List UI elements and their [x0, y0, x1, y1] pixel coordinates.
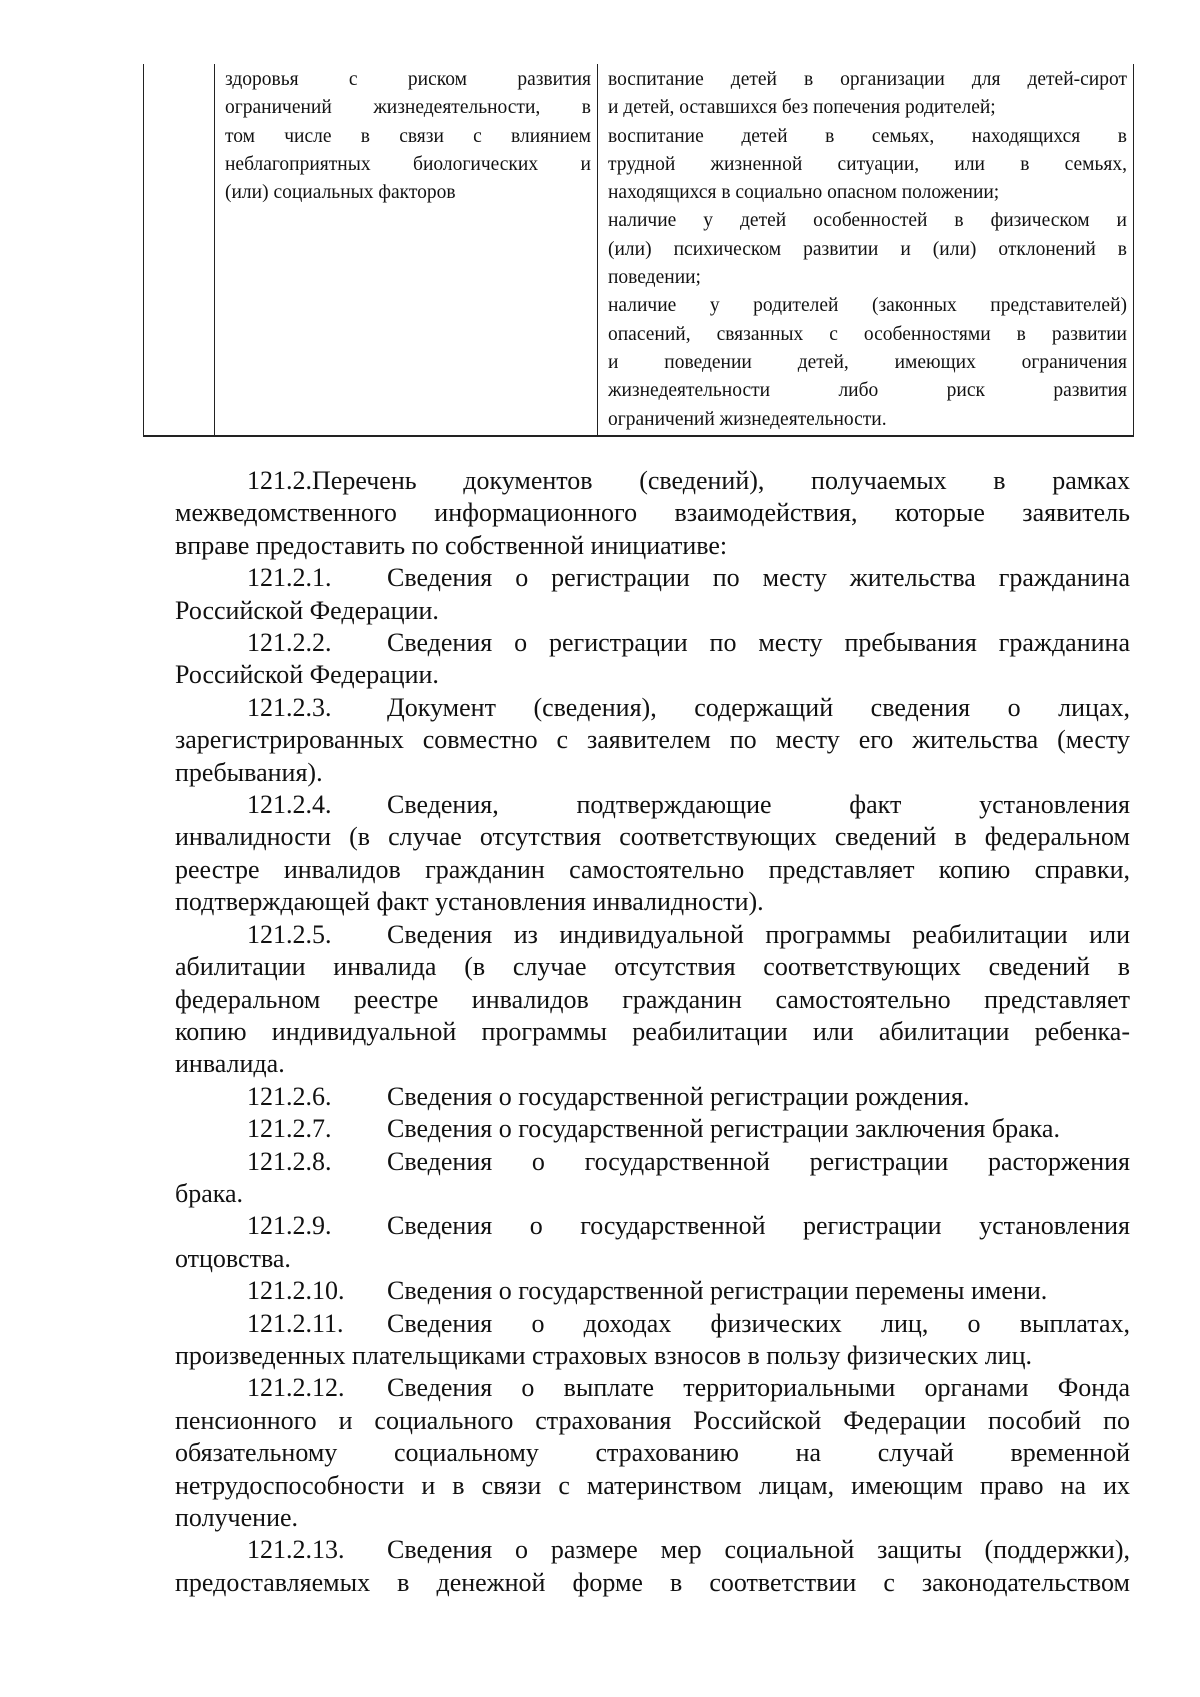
list-item — [175, 919, 1130, 1081]
right-cell-text — [598, 64, 1133, 435]
list-item — [175, 1113, 1130, 1145]
table-text-line: неблагоприятных биологических и — [225, 153, 591, 175]
paragraph-line: реестре инвалидов гражданин самостоятельно представляет копию справки, — [175, 854, 1130, 884]
item-text: Сведения о государственной регистрации установления — [387, 1211, 1130, 1241]
table-text-line: воспитание детей в организации для детей-сирот — [608, 69, 1127, 90]
paragraph-line: произведенных плательщиками страховых взносов в пользу физических лиц. — [175, 1340, 1032, 1370]
paragraph-line: предоставляемых в денежной форме в соответствии с законодательством — [175, 1567, 1130, 1597]
table-text-line: находящихся в социально опасном положении; — [608, 182, 1000, 204]
paragraph-line — [175, 919, 1130, 951]
table-text-line: и детей, оставшихся без попечения родителей; — [608, 97, 996, 119]
list-item — [175, 692, 1130, 789]
intro-paragraph — [175, 465, 1130, 562]
list-item — [175, 1081, 1130, 1113]
list-item — [175, 1146, 1130, 1211]
list-item — [175, 1308, 1130, 1373]
table-text-line: поведении; — [608, 267, 701, 289]
paragraph-line: брака. — [175, 1178, 244, 1208]
item-text: Сведения, подтверждающие факт установления — [387, 790, 1130, 820]
paragraph-line — [175, 1308, 1130, 1340]
list-item — [175, 1210, 1130, 1275]
item-number: 121.2.12. — [247, 1373, 345, 1403]
paragraph-line — [175, 1534, 1130, 1566]
item-number: 121.2.5. — [247, 919, 332, 949]
paragraph-line: вправе предоставить по собственной инициативе: — [175, 530, 728, 560]
paragraph-line — [175, 1210, 1130, 1242]
item-number: 121.2.3. — [247, 692, 332, 722]
paragraph-line: обязательному социальному страхованию на случай временной — [175, 1438, 1130, 1468]
paragraph-line — [175, 1081, 1130, 1113]
item-text: Сведения о государственной регистрации рождения. — [387, 1081, 970, 1111]
table-text-line: опасений, связанных с особенностями в развитии — [608, 323, 1127, 345]
paragraph-line: федеральном реестре инвалидов гражданин самостоятельно представляет — [175, 984, 1130, 1014]
item-text: Сведения о государственной регистрации расторжения — [387, 1146, 1130, 1176]
item-text: Сведения о доходах физических лиц, о выплатах, — [387, 1308, 1130, 1338]
paragraph-line: отцовства. — [175, 1243, 291, 1273]
paragraph-line: инвалида. — [175, 1049, 285, 1079]
table-text-line: воспитание детей в семьях, находящихся в — [608, 125, 1127, 147]
table-cell-number — [144, 64, 215, 436]
item-number: 121.2.7. — [247, 1114, 332, 1144]
paragraph-line: Российской Федерации. — [175, 660, 439, 690]
paragraph-line — [175, 562, 1130, 594]
table-text-line: (или) социальных факторов — [225, 182, 456, 204]
item-number: 121.2.6. — [247, 1081, 332, 1111]
item-text: Сведения о государственной регистрации заключения брака. — [387, 1114, 1060, 1144]
paragraph-line: пребывания). — [175, 757, 323, 787]
paragraph-line — [175, 789, 1130, 821]
table-text-line: трудной жизненной ситуации, или в семьях, — [608, 153, 1127, 175]
item-text: Сведения о государственной регистрации перемены имени. — [387, 1276, 1048, 1306]
item-number: 121.2.10. — [247, 1276, 345, 1306]
paragraph-line: межведомственного информационного взаимодействия, которые заявитель — [175, 498, 1130, 528]
item-text: Документ (сведения), содержащий сведения о лицах, — [387, 692, 1130, 722]
paragraph-line: копию индивидуальной программы реабилитации или абилитации ребенка- — [175, 1016, 1130, 1046]
paragraph-line: зарегистрированных совместно с заявителем по месту его жительства (месту — [175, 725, 1130, 755]
table-cell-middle — [215, 64, 598, 436]
list-item — [175, 627, 1130, 692]
item-text: Сведения о регистрации по месту пребывания гражданина — [387, 628, 1130, 658]
table-text-line: здоровья с риском развития — [225, 69, 591, 90]
paragraph-line: пенсионного и социального страхования Российской Федерации пособий по — [175, 1405, 1130, 1435]
paragraph-line: 121.2.Перечень документов (сведений), получаемых в рамках — [247, 466, 1130, 495]
paragraph-line — [175, 692, 1130, 724]
item-text: Сведения из индивидуальной программы реабилитации или — [387, 919, 1130, 949]
continuation-table — [143, 64, 1134, 437]
item-number: 121.2.1. — [247, 563, 332, 593]
list-item — [175, 1275, 1130, 1307]
paragraph-line — [175, 1113, 1130, 1145]
paragraph-line — [175, 1146, 1130, 1178]
list-item — [175, 1372, 1130, 1534]
paragraph-line: нетрудоспособности и в связи с материнством лицам, имеющим право на их — [175, 1470, 1130, 1500]
paragraph-line: Российской Федерации. — [175, 595, 439, 625]
item-number: 121.2.13. — [247, 1535, 345, 1565]
table-text-line: наличие у родителей (законных представителей) — [608, 295, 1127, 317]
item-text: Сведения о выплате территориальными органами Фонда — [387, 1373, 1130, 1403]
paragraph-line: получение. — [175, 1503, 299, 1532]
document-body — [175, 465, 1130, 1599]
item-number: 121.2.11. — [247, 1308, 344, 1338]
paragraph-line — [175, 1275, 1130, 1307]
middle-cell-text — [215, 64, 597, 208]
item-number: 121.2.9. — [247, 1211, 332, 1241]
item-number: 121.2.2. — [247, 628, 332, 658]
items-list — [175, 562, 1130, 1599]
item-text: Сведения о размере мер социальной защиты (поддержки), — [387, 1535, 1130, 1565]
item-number: 121.2.8. — [247, 1146, 332, 1176]
item-number: 121.2.4. — [247, 790, 332, 820]
list-item — [175, 562, 1130, 627]
table-text-line: том числе в связи с влиянием — [225, 125, 591, 147]
table-text-line: наличие у детей особенностей в физическом и — [608, 210, 1127, 232]
table-text-line: и поведении детей, имеющих ограничения — [608, 351, 1127, 373]
paragraph-line: подтверждающей факт установления инвалидности). — [175, 887, 764, 917]
paragraph-line — [175, 627, 1130, 659]
table-text-line: ограничений жизнедеятельности. — [608, 408, 887, 430]
table-text-line: ограничений жизнедеятельности, в — [225, 97, 591, 119]
paragraph-line: инвалидности (в случае отсутствия соответствующих сведений в федеральном — [175, 822, 1130, 852]
list-item — [175, 1534, 1130, 1599]
table-text-line: жизнедеятельности либо риск развития — [608, 380, 1127, 402]
paragraph-line — [175, 1372, 1130, 1404]
list-item — [175, 789, 1130, 919]
table-cell-right — [598, 64, 1134, 436]
table-row — [144, 64, 1134, 436]
table-text-line: (или) психическом развитии и (или) отклонений в — [608, 238, 1127, 260]
item-text: Сведения о регистрации по месту жительства гражданина — [387, 563, 1130, 593]
paragraph-line: абилитации инвалида (в случае отсутствия соответствующих сведений в — [175, 952, 1130, 982]
